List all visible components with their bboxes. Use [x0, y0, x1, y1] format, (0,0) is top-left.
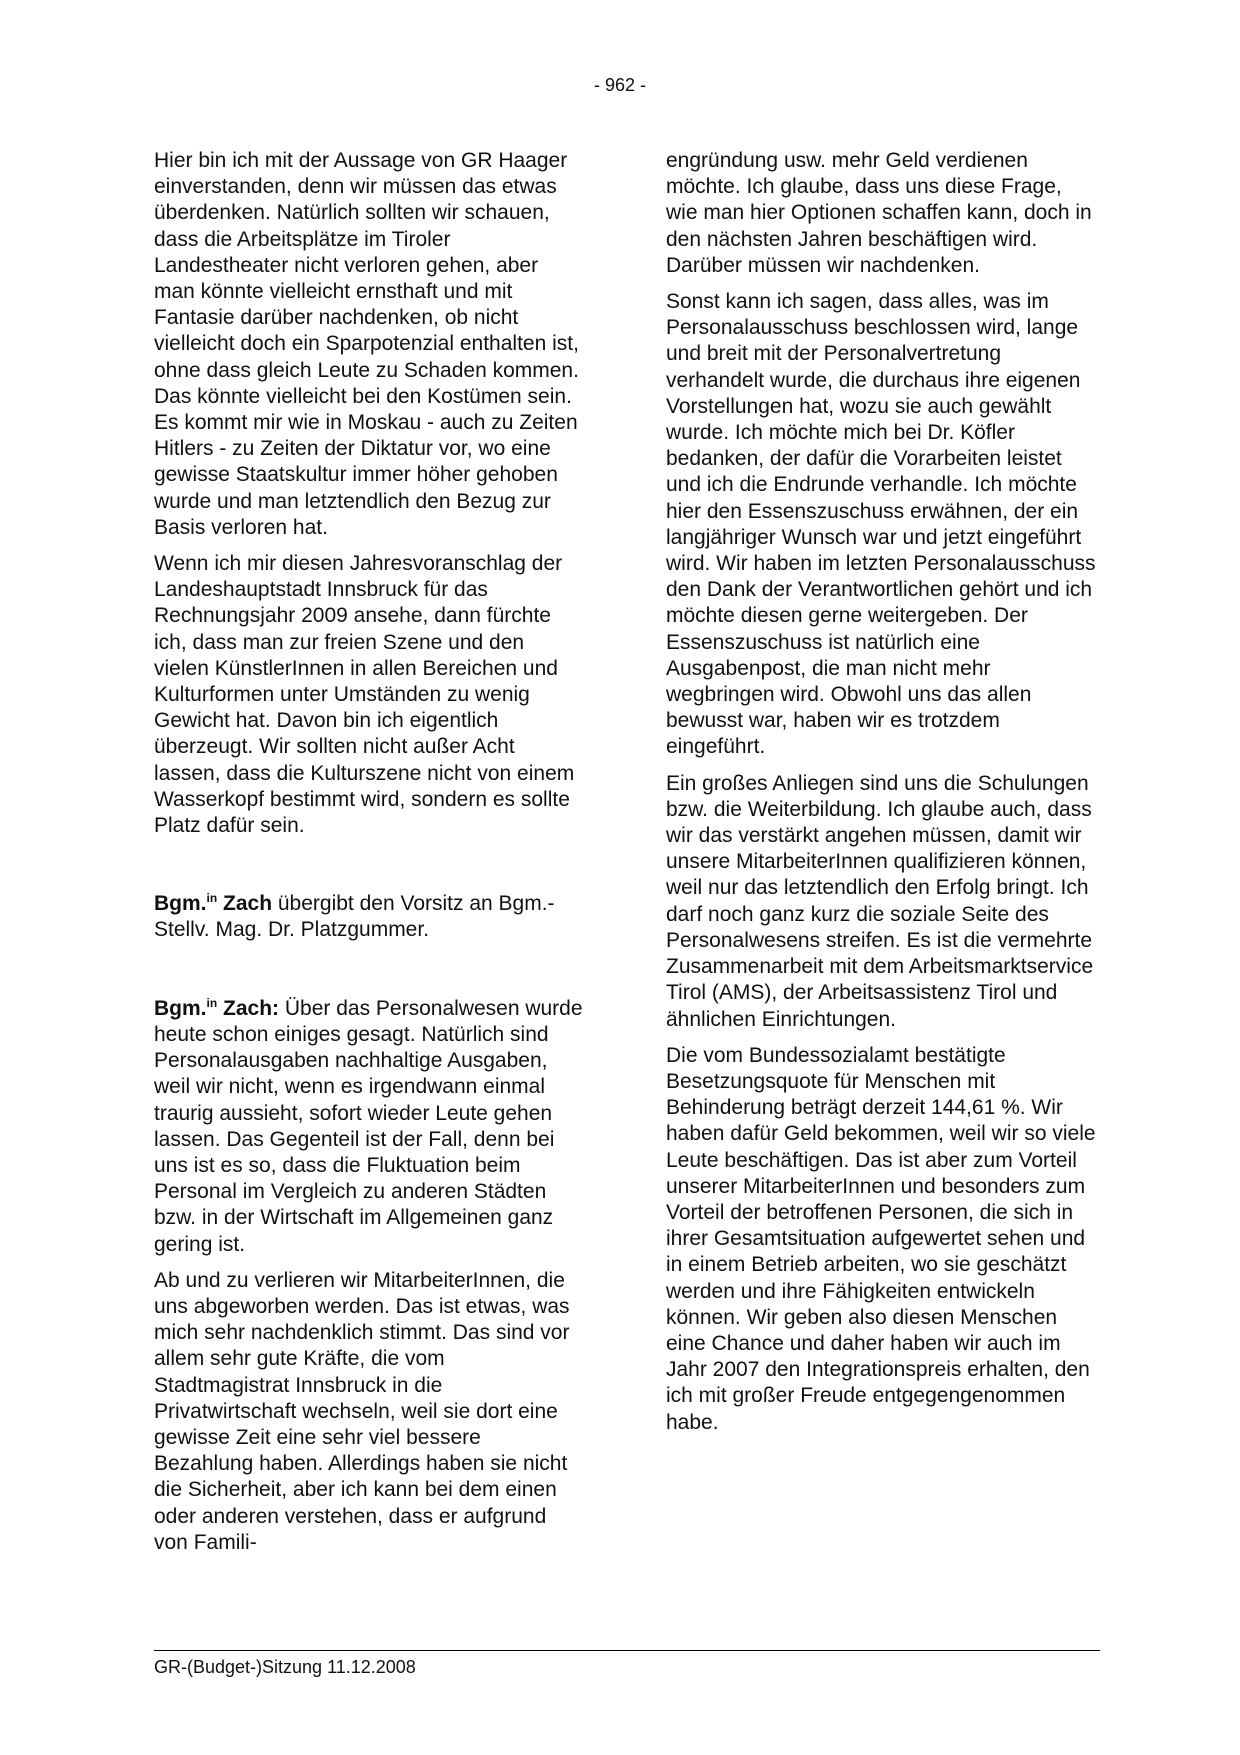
speaker-name: Zach	[223, 892, 273, 916]
title-superscript: in	[206, 891, 218, 906]
title-superscript: in	[206, 995, 218, 1010]
speech-intro	[154, 996, 584, 1258]
paragraph: engründung usw. mehr Geld verdienen möchte. Ich glaube, dass uns diese Frage, wie man hier Optionen schaffen kann, doch in den nächsten Jahren beschäftigen wird. Darüber müssen wir nachdenken.	[666, 149, 1092, 277]
paragraph: Ab und zu verlieren wir MitarbeiterInnen, die uns abgeworben werden. Das ist etwas, was mich sehr nachdenklich stimmt. Das sind vor allem sehr gute Kräfte, die vom Stadtmagistrat Innsbruck in die Privatwirtschaft wechseln, weil sie dort eine gewisse Zeit eine sehr viel bessere Bezahlung haben. Allerdings haben sie nicht die Sicherheit, aber ich kann bei dem einen oder anderen verstehen, dass er aufgrund von Famili-	[154, 1268, 570, 1554]
page-number: - 962 -	[593, 75, 647, 95]
paragraph: Wenn ich mir diesen Jahresvoranschlag der Landeshauptstadt Innsbruck für das Rechnungsjahr 2009 ansehe, dann fürchte ich, dass man zur freien Szene und den vielen KünstlerInnen in allen Bereichen und Kulturformen unter Umständen zu wenig Gewicht hat. Davon bin ich eigentlich überzeugt. Wir sollten nicht außer Acht lassen, dass die Kulturszene nicht von einem Wasserkopf bestimmt wird, sondern es sollte Platz dafür sein.	[154, 552, 575, 838]
paragraph: Ein großes Anliegen sind uns die Schulungen bzw. die Weiterbildung. Ich glaube auch, dass wir das verstärkt angehen müssen, damit wir unsere MitarbeiterInnen qualifizieren können, weil nur das letztendlich den Erfolg bringt. Ich darf noch ganz kurz die soziale Seite des Personalwesens streifen. Es ist die vermehrte Zusammenarbeit mit dem Arbeitsmarktservice Tirol (AMS), der Arbeitsassistenz Tirol und ähnlichen Einrichtungen.	[666, 771, 1094, 1031]
speech-text: Über das Personalwesen wurde heute schon einiges gesagt. Natürlich sind Personalausgaben nachhaltige Ausgaben, weil wir nicht, wenn es irgendwann einmal traurig aussieht, sofort wieder Leute gehen lassen. Das Gegenteil ist der Fall, denn bei uns ist es so, dass die Fluktuation beim Personal im Vergleich zu anderen Städten bzw. in der Wirtschaft im Allgemeinen ganz gering ist.	[154, 996, 583, 1256]
speaker-title: Bgm.$^{in}$ Zach	[154, 891, 273, 916]
right-column	[666, 148, 1096, 1446]
speaker-title: Bgm.$^{in}$ Zach:	[154, 995, 280, 1020]
footer-divider	[154, 1650, 1100, 1651]
paragraph: Hier bin ich mit der Aussage von GR Haager einverstanden, denn wir müssen das etwas überdenken. Natürlich sollten wir schauen, dass die Arbeitsplätze im Tiroler Landestheater nicht verloren gehen, aber man könnte vielleicht ernsthaft und mit Fantasie darüber nachdenken, ob nicht vielleicht doch ein Sparpotenzial enthalten ist, ohne dass gleich Leute zu Schaden kommen. Das könnte vielleicht bei den Kostümen sein. Es kommt mir wie in Moskau - auch zu Zeiten Hitlers - zu Zeiten der Diktatur vor, wo eine gewisse Staatskultur immer höher gehoben wurde und man letztendlich den Bezug zur Basis verloren hat.	[154, 149, 579, 539]
speaker-name: Zach:	[223, 996, 280, 1020]
paragraph: Die vom Bundessozialamt bestätigte Besetzungsquote für Menschen mit Behinderung beträgt derzeit 144,61 %. Wir haben dafür Geld bekommen, weil wir so viele Leute beschäftigen. Das ist aber zum Vorteil unserer MitarbeiterInnen und besonders zum Vorteil der betroffenen Personen, die sich in ihrer Gesamtsituation aufgewertet sehen und in einem Betrieb arbeiten, wo sie geschätzt werden und ihre Fähigkeiten entwickeln können. Wir geben also diesen Menschen eine Chance und daher haben wir auch im Jahr 2007 den Integrationspreis erhalten, den ich mit großer Freude entgegengenommen habe.	[666, 1043, 1096, 1434]
handover-text: übergibt den Vorsitz an Bgm.-Stellv. Mag. Dr. Platzgummer.	[154, 892, 555, 942]
paragraph: Sonst kann ich sagen, dass alles, was im Personalausschuss beschlossen wird, lange und breit mit der Personalvertretung verhandelt wurde, die durchaus ihre eigenen Vorstellungen hat, wozu sie auch gewählt wurde. Ich möchte mich bei Dr. Köfler bedanken, der dafür die Vorarbeiten leistet und ich die Endrunde verhandle. Ich möchte hier den Essenszuschuss erwähnen, der ein langjähriger Wunsch war und jetzt eingeführt wird. Wir haben im letzten Personalausschuss den Dank der Verantwortlichen gehört und ich möchte diesen gerne weitergeben. Der Essenszuschuss ist natürlich eine Ausgabenpost, die man nicht mehr wegbringen wird. Obwohl uns das allen bewusst war, haben wir es trotzdem eingeführt.	[666, 290, 1096, 759]
footer-session-label: GR-(Budget-)Sitzung 11.12.2008	[154, 1657, 416, 1677]
left-column	[154, 148, 584, 1566]
chair-handover-note	[154, 891, 584, 943]
